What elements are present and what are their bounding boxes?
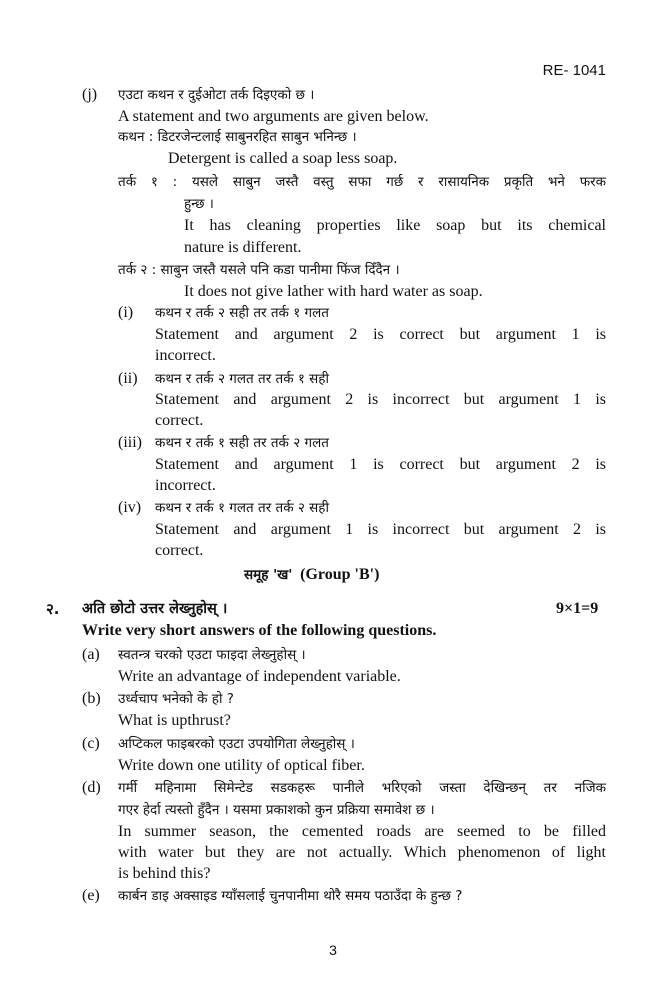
argument1-nepali: तर्क १ : यसले साबुन जस्तै वस्तु सफा गर्छ र रासायनिक प्रकृति भने फरक [118, 174, 606, 190]
option-english: Statement and argument 1 is correct but argument 2 is [155, 456, 606, 473]
item-english: Write down one utility of optical fiber. [118, 757, 365, 774]
group-heading-english: (Group 'B') [300, 566, 380, 583]
item-english-cont: with water but they are not actually. Which phenomenon of light [118, 844, 606, 861]
question-number: २. [46, 600, 60, 618]
option-english: Statement and argument 2 is incorrect but argument 1 is [155, 391, 606, 408]
option-english-cont: correct. [155, 412, 204, 429]
item-label: (c) [82, 735, 100, 752]
question-title-nepali: अति छोटो उत्तर लेख्नुहोस् । [82, 601, 228, 617]
statement-english: Detergent is called a soap less soap. [168, 150, 398, 167]
question-intro-english: A statement and two arguments are given below. [118, 108, 429, 125]
item-nepali: उर्ध्वचाप भनेको के हो ? [118, 691, 234, 707]
item-english: What is upthrust? [118, 712, 231, 729]
item-english: In summer season, the cemented roads are seemed to be filled [118, 823, 606, 840]
option-english: Statement and argument 1 is incorrect but argument 2 is [155, 521, 606, 538]
option-english-cont: incorrect. [155, 347, 216, 364]
option-label: (iii) [118, 434, 142, 451]
option-nepali: कथन र तर्क २ गलत तर तर्क १ सही [155, 371, 329, 387]
item-nepali-cont: गएर हेर्दा त्यस्तो हुँदैन । यसमा प्रकाशको कुन प्रक्रिया समावेश छ । [118, 802, 435, 818]
item-label: (a) [82, 646, 100, 663]
item-nepali: स्वतन्त्र चरको एउटा फाइदा लेख्नुहोस् । [118, 647, 306, 663]
option-nepali: कथन र तर्क २ सही तर तर्क १ गलत [155, 305, 329, 321]
page-number: 3 [329, 942, 337, 958]
item-label: (d) [82, 779, 101, 796]
question-label: (j) [82, 86, 98, 103]
question-title-english: Write very short answers of the following questions. [82, 622, 437, 639]
group-heading-nepali: समूह 'ख' [244, 567, 293, 583]
argument1-english: It has cleaning properties like soap but its chemical [184, 217, 606, 234]
option-english: Statement and argument 2 is correct but argument 1 is [155, 326, 606, 343]
question-intro-nepali: एउटा कथन र दुईओटा तर्क दिइएको छ । [118, 87, 315, 103]
option-english-cont: incorrect. [155, 477, 216, 494]
item-nepali: कार्बन डाइ अक्साइड ग्याँसलाई चुनपानीमा थोरै समय पठाउँदा के हुन्छ ? [118, 888, 463, 904]
item-nepali: अप्टिकल फाइबरको एउटा उपयोगिता लेख्नुहोस् । [118, 736, 355, 752]
option-label: (ii) [118, 370, 138, 387]
item-english-cont: is behind this? [118, 865, 211, 882]
option-label: (i) [118, 304, 134, 321]
argument1-nepali-cont: हुन्छ । [184, 196, 214, 212]
group-heading [244, 564, 379, 586]
option-label: (iv) [118, 499, 142, 516]
argument2-nepali: तर्क २ : साबुन जस्तै यसले पनि कडा पानीमा फिंज दिँदैन । [118, 262, 400, 278]
item-nepali: गर्मी महिनामा सिमेन्टेड सडकहरू पानीले भरिएको जस्ता देखिन्छन् तर नजिक [118, 780, 606, 796]
item-label: (e) [82, 887, 100, 904]
statement-nepali: कथन : डिटरजेन्टलाई साबुनरहित साबुन भनिन्छ । [118, 129, 357, 145]
argument1-english-cont: nature is different. [184, 239, 302, 256]
marks: 9×1=9 [556, 600, 599, 617]
item-english: Write an advantage of independent variable. [118, 668, 401, 685]
item-label: (b) [82, 690, 101, 707]
option-english-cont: correct. [155, 542, 204, 559]
argument2-english: It does not give lather with hard water as soap. [184, 283, 483, 300]
option-nepali: कथन र तर्क १ सही तर तर्क २ गलत [155, 435, 329, 451]
option-nepali: कथन र तर्क १ गलत तर तर्क २ सही [155, 500, 329, 516]
document-code: RE- 1041 [542, 62, 606, 79]
